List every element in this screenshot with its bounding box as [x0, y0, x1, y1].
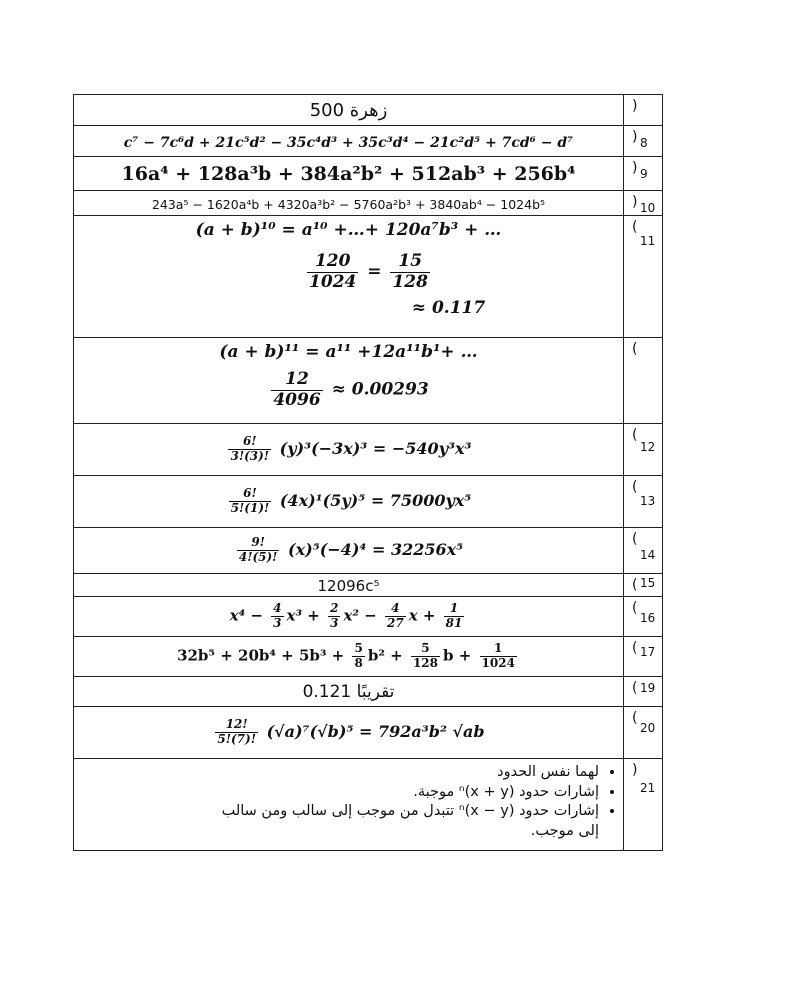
table-row	[74, 157, 663, 191]
fraction	[444, 602, 465, 631]
fraction-numerator: 4	[385, 602, 406, 617]
table-row	[74, 424, 663, 476]
fraction-denominator: 8	[354, 656, 363, 670]
row-number: 8	[640, 136, 648, 150]
row-number: 17	[640, 645, 656, 659]
bullet-list	[74, 759, 623, 845]
list-item: • إشارات حدود (x + y)ⁿ موجبة.	[82, 783, 599, 803]
number-cell: ( 13	[624, 476, 663, 528]
fraction-numerator: 6!	[229, 487, 272, 502]
fraction	[385, 602, 406, 631]
table-row	[74, 637, 663, 677]
number-cell: ( 11	[624, 216, 663, 338]
number-cell: ( 16	[624, 597, 663, 637]
term: x +	[408, 606, 436, 625]
table-row	[74, 338, 663, 424]
row-number: 12	[640, 440, 656, 454]
list-item: • لهما نفس الحدود	[82, 763, 599, 783]
approximation: ≈ 0.117	[411, 298, 486, 319]
expansion-line: (a + b)¹⁰ = a¹⁰ +…+ 120a⁷b³ + …	[195, 220, 502, 240]
fraction	[271, 370, 322, 410]
table-row	[74, 95, 663, 126]
number-cell: ( 14	[624, 528, 663, 574]
list-item: • إشارات حدود (x − y)ⁿ تتبدل من موجب إلى سالب ومن سالب	[82, 802, 599, 822]
fraction-numerator: 1	[480, 642, 517, 657]
number-cell: ) 8	[624, 126, 663, 157]
fraction-denominator: 3	[273, 616, 282, 630]
fraction-denominator: 27	[386, 616, 404, 630]
row-number: 21	[640, 781, 656, 795]
fraction	[228, 435, 271, 464]
number-cell: ) 9	[624, 157, 663, 191]
table-row	[74, 574, 663, 597]
fraction-numerator: 1	[444, 602, 465, 617]
fraction	[215, 718, 258, 747]
fraction-numerator: 2	[330, 601, 339, 616]
number-cell: ( 12	[624, 424, 663, 476]
answer-text: 0.121 تقريبًا	[302, 681, 395, 702]
fraction-numerator: 4	[273, 601, 282, 616]
row-number: 15	[640, 576, 656, 590]
row-number: 20	[640, 721, 656, 735]
answer-cell: (a + b)¹⁰ = a¹⁰ +…+ 120a⁷b³ + … $\frac{120}{1024}$ = $\frac{15}{128}$ ≈ 0.117	[74, 216, 624, 338]
answer-text: c⁷ − 7c⁶d + 21c⁵d² − 35c⁴d³ + 35c³d⁴ − 21c²d⁵ + 7cd⁶ − d⁷	[123, 134, 574, 151]
answer-cell	[74, 707, 624, 759]
answer-cell	[74, 476, 624, 528]
number-cell: ( 20	[624, 707, 663, 759]
fraction-numerator: 12	[271, 370, 322, 391]
term: b² +	[367, 646, 403, 665]
answer-text: 16a⁴ + 128a³b + 384a²b² + 512ab³ + 256b⁴	[121, 162, 576, 185]
answer-text: (y)³(−3x)³ = −540y³x³	[279, 439, 472, 458]
answer-cell	[74, 677, 624, 707]
fraction-numerator: 9!	[237, 536, 280, 551]
row-number: 13	[640, 494, 656, 508]
fraction-denominator: 1024	[309, 271, 357, 292]
list-item-continuation: إلى موجب.	[530, 822, 599, 839]
answer-cell	[74, 637, 624, 677]
answer-text: 12096c⁵	[317, 576, 380, 595]
answer-table	[73, 94, 663, 851]
fraction-numerator: 120	[307, 252, 358, 273]
answer-cell	[74, 338, 624, 424]
table-row	[74, 476, 663, 528]
row-number: 16	[640, 611, 656, 625]
answer-cell	[74, 597, 624, 637]
table-row	[74, 216, 663, 338]
term: b +	[443, 646, 472, 665]
answer-text: 243a⁵ − 1620a⁴b + 4320a³b² − 5760a²b³ + 3840ab⁴ − 1024b⁵	[151, 196, 546, 212]
table-row	[74, 191, 663, 216]
answer-text: (x)⁵(−4)⁴ = 32256x⁵	[288, 540, 464, 559]
row-number: 10	[640, 201, 656, 215]
table-row	[74, 707, 663, 759]
fraction-denominator: 3!(3)!	[230, 449, 270, 463]
fraction-denominator: 3	[330, 616, 339, 630]
expansion-line: (a + b)¹¹ = a¹¹ +12a¹¹b¹+ …	[219, 342, 478, 362]
fraction-denominator: 5!(1)!	[230, 501, 270, 515]
fraction-denominator: 4!(5)!	[238, 550, 278, 564]
fraction	[328, 602, 340, 631]
term: x⁴ −	[229, 606, 263, 625]
fraction	[307, 252, 358, 292]
answer-text: (4x)¹(5y)⁵ = 75000yx⁵	[279, 491, 472, 510]
number-cell: ( 15	[624, 574, 663, 597]
fraction-numerator: 5	[354, 641, 363, 656]
answer-cell	[74, 424, 624, 476]
row-number: 19	[640, 681, 656, 695]
term: x³ +	[286, 606, 320, 625]
answer-cell	[74, 759, 624, 851]
fraction-denominator: 4096	[273, 389, 321, 410]
approximation: ≈ 0.00293	[331, 379, 429, 400]
fraction	[229, 487, 272, 516]
number-cell: ) 21	[624, 759, 663, 851]
table-row	[74, 677, 663, 707]
row-number: 11	[640, 234, 656, 248]
fraction-denominator: 5!(7)!	[217, 732, 256, 746]
table-row	[74, 126, 663, 157]
answer-cell	[74, 528, 624, 574]
fraction-numerator: 12!	[215, 718, 258, 733]
row-number: 14	[640, 548, 656, 562]
fraction	[237, 536, 280, 565]
fraction-numerator: 15	[390, 252, 430, 273]
term: 32b⁵ + 20b⁴ + 5b³ +	[177, 646, 345, 665]
fraction	[271, 602, 283, 631]
answer-text: (√a)⁷(√b)⁵ = 792a³b² √ab	[266, 722, 485, 741]
number-cell: )	[624, 95, 663, 126]
table-row	[74, 597, 663, 637]
fraction	[390, 252, 430, 292]
number-cell: (	[624, 338, 663, 424]
answer-cell	[74, 95, 624, 126]
fraction	[352, 642, 364, 671]
fraction-denominator: 81	[445, 616, 463, 630]
fraction	[480, 642, 517, 671]
fraction-numerator: 5	[411, 642, 440, 657]
answer-text: 500 زهرة	[309, 99, 388, 121]
answer-cell	[74, 157, 624, 191]
table-row	[74, 528, 663, 574]
fraction-denominator: 128	[392, 271, 428, 292]
answer-cell	[74, 126, 624, 157]
number-cell: ) 10	[624, 191, 663, 216]
fraction-denominator: 128	[412, 656, 438, 670]
fraction-numerator: 6!	[228, 435, 271, 450]
number-cell: ( 17	[624, 637, 663, 677]
table-row	[74, 759, 663, 851]
number-cell: ( 19	[624, 677, 663, 707]
answer-cell	[74, 574, 624, 597]
term: x² −	[343, 606, 377, 625]
fraction	[411, 642, 440, 671]
fraction-denominator: 1024	[481, 656, 515, 670]
answer-cell	[74, 191, 624, 216]
row-number: 9	[640, 167, 648, 181]
